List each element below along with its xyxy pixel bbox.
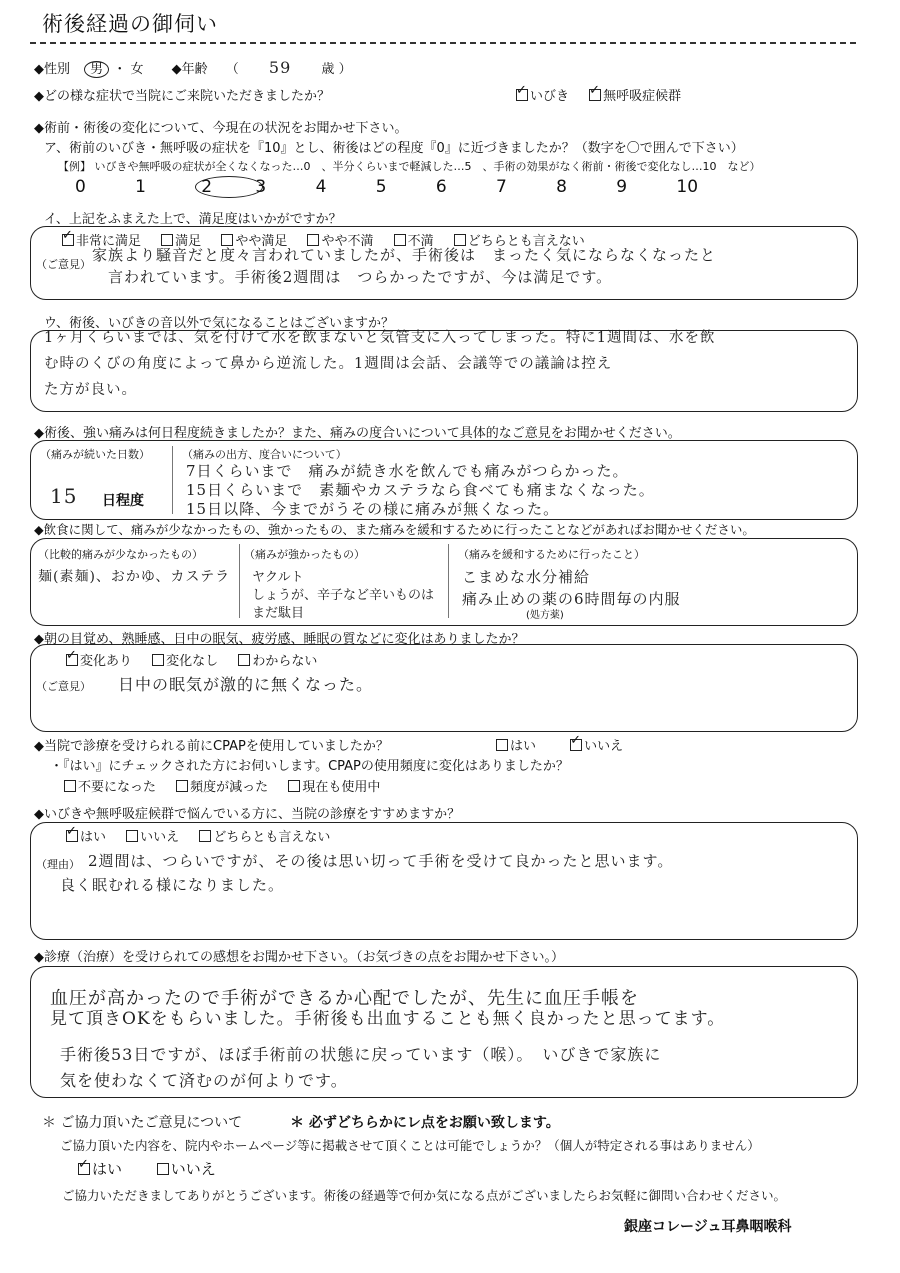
satisfaction-option-very[interactable]: ✓非常に満足 xyxy=(62,230,141,249)
satisfaction-option-dissatisfied[interactable]: 不満 xyxy=(394,230,434,249)
food-question: ◆飲食に関して、痛みが少なかったもの、強かったもの、また痛みを緩和するために行ったことなどがあればお聞かせください。 xyxy=(34,522,755,537)
satisfaction-answer-line1[interactable]: 家族より騒音だと度々言われていましたが、手術後は まったく気にならなくなったと xyxy=(92,246,717,264)
gender-label: ◆性別 xyxy=(34,62,70,77)
age-unit: 歳 xyxy=(321,62,335,77)
scale-option-8[interactable]: 8 xyxy=(556,177,567,197)
food-col3-line2[interactable]: 痛み止めの薬の6時間毎の内服 xyxy=(462,590,681,608)
food-col3-note: (処方薬) xyxy=(526,610,564,621)
checkbox-icon[interactable] xyxy=(66,830,78,842)
impression-question: ◆診療（治療）を受けられての感想をお聞かせ下さい。（お気づきの点をお聞かせ下さい。） xyxy=(34,950,564,965)
sleep-option-unknown[interactable]: わからない xyxy=(238,650,317,669)
consent-heading-right: ＊ 必ずどちらかにレ点をお願い致します。 xyxy=(290,1115,560,1131)
other-answer-line2[interactable]: む時のくびの角度によって鼻から逆流した。1週間は会話、会議等での議論は控え xyxy=(44,356,613,372)
pain-days-label: （痛みが続いた日数） xyxy=(40,448,150,461)
impression-answer-line1[interactable]: 血圧が高かったので手術ができるか心配でしたが、先生に血圧手帳を xyxy=(50,988,639,1009)
pain-days-value[interactable]: 15 xyxy=(50,484,78,508)
recommend-reason-label: （理由） xyxy=(36,858,80,871)
change-subquestion: ア、術前のいびき・無呼吸の症状を『10』とし、術後はどの程度『0』に近づきましたか？（数字を〇で囲んで下さい） xyxy=(44,141,744,156)
recommend-answer-line1[interactable]: 2週間は、つらいですが、その後は思い切って手術を受けて良かったと思います。 xyxy=(88,852,674,870)
food-col2-line2[interactable]: しょうが、辛子など辛いものは xyxy=(252,588,435,603)
checkbox-icon[interactable] xyxy=(589,89,601,101)
consent-option-yes[interactable]: ✓はい xyxy=(78,1158,122,1179)
title-divider xyxy=(30,42,856,44)
cpap-subquestion: ・『はい』にチェックされた方にお伺いします。CPAPの使用頻度に変化はありましたか？ xyxy=(50,759,569,774)
gender-row: ◆性別 男 ・ 女 ◆年齢 （ 59 歳 ） xyxy=(34,58,352,77)
food-col2-line3[interactable]: まだ駄目 xyxy=(252,606,305,621)
cpap-option-yes[interactable]: はい xyxy=(496,735,536,754)
satisfaction-option-somewhat[interactable]: やや満足 xyxy=(221,230,287,249)
checkbox-icon[interactable] xyxy=(152,654,164,666)
cpap-sub-option-reduced[interactable]: 頻度が減った xyxy=(176,776,268,795)
cpap-sub-options xyxy=(64,776,396,795)
change-question: ◆術前・術後の変化について、今現在の状況をお聞かせ下さい。 xyxy=(34,121,408,136)
cpap-sub-option-unneeded[interactable]: 不要になった xyxy=(64,776,156,795)
scale-option-3[interactable]: 3 xyxy=(255,177,267,197)
scale-option-10[interactable]: 10 xyxy=(676,177,699,197)
impression-answer-line2[interactable]: 見て頂きOKをもらいました。手術後も出血することも無く良かったと思ってます。 xyxy=(50,1009,726,1029)
sleep-opinion-label: （ご意見） xyxy=(36,680,91,693)
gender-female-option[interactable]: 女 xyxy=(130,62,144,77)
cpap-option-no[interactable]: ✓ いいえ xyxy=(570,735,623,754)
gender-separator: ・ xyxy=(113,62,127,77)
pain-answer-line2[interactable]: 15日くらいまで 素麺やカステラなら食べても痛まなくなった。 xyxy=(186,481,655,499)
scale-option-7[interactable]: 7 xyxy=(495,177,507,197)
food-col2-line1[interactable]: ヤクルト xyxy=(252,570,304,585)
checkbox-icon[interactable] xyxy=(570,739,582,751)
consent-options xyxy=(78,1158,232,1179)
checkbox-icon[interactable] xyxy=(516,89,528,101)
recommend-option-no[interactable]: いいえ xyxy=(126,826,179,845)
scale-option-2[interactable]: 2 xyxy=(195,176,251,198)
checkbox-icon[interactable] xyxy=(66,654,78,666)
satisfaction-opinion-label: （ご意見） xyxy=(36,258,91,271)
impression-answer-line4[interactable]: 気を使わなくて済むのが何よりです。 xyxy=(60,1071,348,1090)
symptom-option-snoring[interactable]: ✓ いびき xyxy=(516,85,569,104)
pain-answer-line1[interactable]: 7日くらいまで 痛みが続き水を飲んでも痛みがつらかった。 xyxy=(186,462,629,480)
symptom-option-apnea[interactable]: ✓ 無呼吸症候群 xyxy=(589,85,681,104)
cpap-sub-option-still[interactable]: 現在も使用中 xyxy=(288,776,380,795)
recommend-option-neither[interactable]: どちらとも言えない xyxy=(199,826,330,845)
sleep-options xyxy=(66,650,333,669)
recommend-question: ◆いびきや無呼吸症候群で悩んでいる方に、当院の診療をすすめますか？ xyxy=(34,807,461,822)
checkbox-icon[interactable] xyxy=(62,234,74,246)
satisfaction-option-neither[interactable]: どちらとも言えない xyxy=(454,230,585,249)
satisfaction-option-somewhat-dis[interactable]: やや不満 xyxy=(307,230,373,249)
pain-days-unit: 日程度 xyxy=(102,493,144,509)
food-divider-1 xyxy=(239,544,240,618)
checkbox-icon[interactable] xyxy=(496,739,508,751)
other-answer-line1[interactable]: 1ヶ月くらいまでは、気を付けて水を飲まないと気管支に入ってしまった。特に1週間は、水を飲 xyxy=(44,330,716,346)
checkbox-icon[interactable] xyxy=(64,780,76,792)
food-col3-line1[interactable]: こまめな水分補給 xyxy=(462,568,591,586)
pain-answer-line3[interactable]: 15日以降、今までがうその様に痛みが無くなった。 xyxy=(186,500,560,518)
checkbox-icon[interactable] xyxy=(199,830,211,842)
checkbox-icon[interactable] xyxy=(78,1163,90,1175)
page-title: 術後経過の御伺い xyxy=(42,12,218,36)
pain-degree-label: （痛みの出方、度合いについて） xyxy=(182,448,347,461)
change-scale xyxy=(75,176,732,198)
recommend-option-yes[interactable]: ✓はい xyxy=(66,826,106,845)
age-value[interactable]: 59 xyxy=(268,58,292,77)
checkbox-icon[interactable] xyxy=(288,780,300,792)
satisfaction-question: イ、上記をふまえた上で、満足度はいかがですか？ xyxy=(44,212,342,227)
satisfaction-option-satisfied[interactable]: 満足 xyxy=(161,230,201,249)
sleep-option-no-change[interactable]: 変化なし xyxy=(152,650,218,669)
other-answer-line3[interactable]: た方が良い。 xyxy=(44,382,137,398)
gender-male-option[interactable]: 男 xyxy=(84,61,109,78)
symptom-options xyxy=(516,85,697,104)
food-col1-answer[interactable]: 麺(素麺)、おかゆ、カステラ xyxy=(38,569,231,585)
other-question: ウ、術後、いびきの音以外で気になることはございますか？ xyxy=(44,316,394,331)
age-label: ◆年齢 xyxy=(171,62,208,77)
scale-option-4[interactable]: 4 xyxy=(315,177,327,197)
checkbox-icon[interactable] xyxy=(157,1163,169,1175)
food-col1-label: （比較的痛みが少なかったもの） xyxy=(38,548,203,561)
consent-question: ご協力頂いた内容を、院内やホームページ等に掲載させて頂くことは可能でしょうか？（個人が特定される事はありません） xyxy=(60,1138,760,1153)
scale-option-1[interactable]: 1 xyxy=(135,177,146,197)
clinic-name: 銀座コレージュ耳鼻咽喉科 xyxy=(624,1219,792,1235)
food-divider-2 xyxy=(448,544,449,618)
checkbox-icon[interactable] xyxy=(126,830,138,842)
scale-option-0[interactable]: 0 xyxy=(75,177,86,197)
satisfaction-answer-line2[interactable]: 言われています。手術後2週間は つらかったですが、今は満足です。 xyxy=(108,268,613,286)
checkbox-icon[interactable] xyxy=(238,654,250,666)
checkbox-icon[interactable] xyxy=(176,780,188,792)
scale-option-5[interactable]: 5 xyxy=(375,177,387,197)
pain-question: ◆術後、強い痛みは何日程度続きましたか？また、痛みの度合いについて具体的なご意見をお聞かせください。 xyxy=(34,426,681,441)
change-example: 【例】 いびきや無呼吸の症状が全くなくなった…0 、半分くらいまで軽減した…5 、手術の効果がなく術前・術後で変化なし…10 など） xyxy=(58,160,761,173)
sleep-question: ◆朝の目覚め、熟睡感、日中の眠気、疲労感、睡眠の質などに変化はありましたか？ xyxy=(34,632,525,647)
impression-answer-line3[interactable]: 手術後53日ですが、ほぼ手術前の状態に戻っています（喉）。 いびきで家族に xyxy=(60,1045,662,1064)
sleep-option-changed[interactable]: ✓変化あり xyxy=(66,650,132,669)
symptom-question: ◆どの様な症状で当院にご来院いただきましたか？ xyxy=(34,89,330,104)
scale-option-6[interactable]: 6 xyxy=(435,177,447,197)
consent-heading-left: ＊ ご協力頂いたご意見について xyxy=(42,1115,243,1131)
sleep-answer[interactable]: 日中の眠気が激的に無くなった。 xyxy=(118,675,374,694)
cpap-options xyxy=(496,735,639,754)
recommend-options xyxy=(66,826,346,845)
pain-divider xyxy=(172,446,173,514)
scale-option-9[interactable]: 9 xyxy=(616,177,628,197)
food-col2-label: （痛みが強かったもの） xyxy=(244,548,365,561)
food-col3-label: （痛みを緩和するために行ったこと） xyxy=(458,548,645,561)
consent-thanks: ご協力いただきましてありがとうございます。術後の経過等で何か気になる点がございましたらお気軽に御問い合わせください。 xyxy=(62,1188,787,1203)
cpap-question: ◆当院で診療を受けられる前にCPAPを使用していましたか？ xyxy=(34,739,389,754)
consent-option-no[interactable]: いいえ xyxy=(157,1158,216,1179)
recommend-answer-line2[interactable]: 良く眠むれる様になりました。 xyxy=(60,876,285,894)
